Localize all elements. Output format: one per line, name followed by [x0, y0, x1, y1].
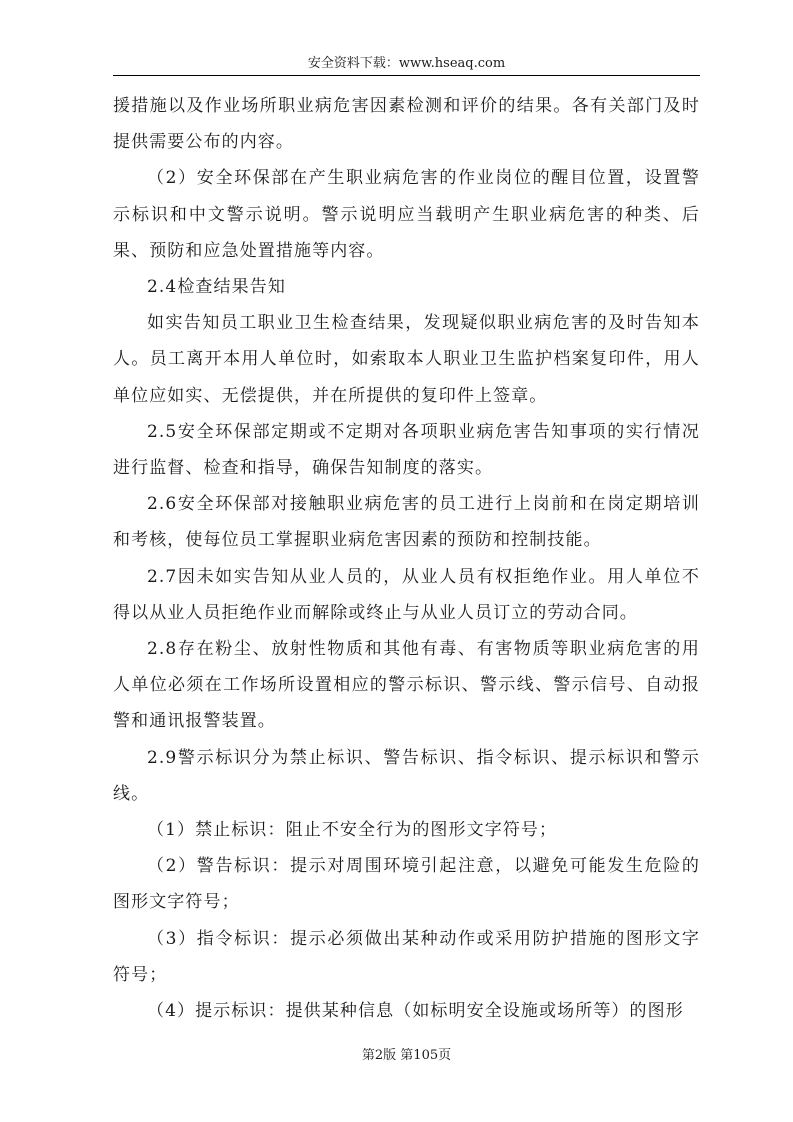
- paragraph: 2.9警示标识分为禁止标识、警告标识、指令标识、提示标识和警示线。: [113, 747, 700, 804]
- paragraph: 2.6安全环保部对接触职业病危害的员工进行上岗前和在岗定期培训和考核，使每位员工掌握职业病危害因素的预防和控制技能。: [113, 494, 700, 551]
- paragraph: 如实告知员工职业卫生检查结果，发现疑似职业病危害的及时告知本人。员工离开本用人单位时，如索取本人职业卫生监护档案复印件，用人单位应如实、无偿提供，并在所提供的复印件上签章。: [113, 313, 700, 406]
- header-divider: [113, 75, 700, 76]
- page-header: 安全资料下载：www.hseaq.com: [307, 56, 506, 71]
- section-heading: 2.4检查结果告知: [147, 277, 286, 298]
- list-item: （2）警告标识：提示对周围环境引起注意，以避免可能发生危险的图形文字符号；: [113, 856, 700, 913]
- document-body: [113, 88, 700, 1029]
- page-footer: 第2版 第105页: [361, 1048, 452, 1063]
- list-item: （3）指令标识：提示必须做出某种动作或采用防护措施的图形文字符号；: [113, 928, 700, 985]
- paragraph: （2）安全环保部在产生职业病危害的作业岗位的醒目位置，设置警示标识和中文警示说明。警示说明应当载明产生职业病危害的种类、后果、预防和应急处置措施等内容。: [113, 168, 700, 261]
- list-item: （4）提示标识：提供某种信息（如标明安全设施或场所等）的图形: [147, 1001, 684, 1022]
- paragraph: 2.8存在粉尘、放射性物质和其他有毒、有害物质等职业病危害的用人单位必须在工作场所设置相应的警示标识、警示线、警示信号、自动报警和通讯报警装置。: [113, 639, 700, 732]
- paragraph: 援措施以及作业场所职业病危害因素检测和评价的结果。各有关部门及时提供需要公布的内容。: [113, 96, 700, 153]
- paragraph: 2.5安全环保部定期或不定期对各项职业病危害告知事项的实行情况进行监督、检查和指导，确保告知制度的落实。: [113, 421, 700, 479]
- paragraph: 2.7因未如实告知从业人员的，从业人员有权拒绝作业。用人单位不得以从业人员拒绝作业而解除或终止与从业人员订立的劳动合同。: [113, 566, 700, 623]
- list-item: （1）禁止标识：阻止不安全行为的图形文字符号；: [147, 820, 558, 841]
